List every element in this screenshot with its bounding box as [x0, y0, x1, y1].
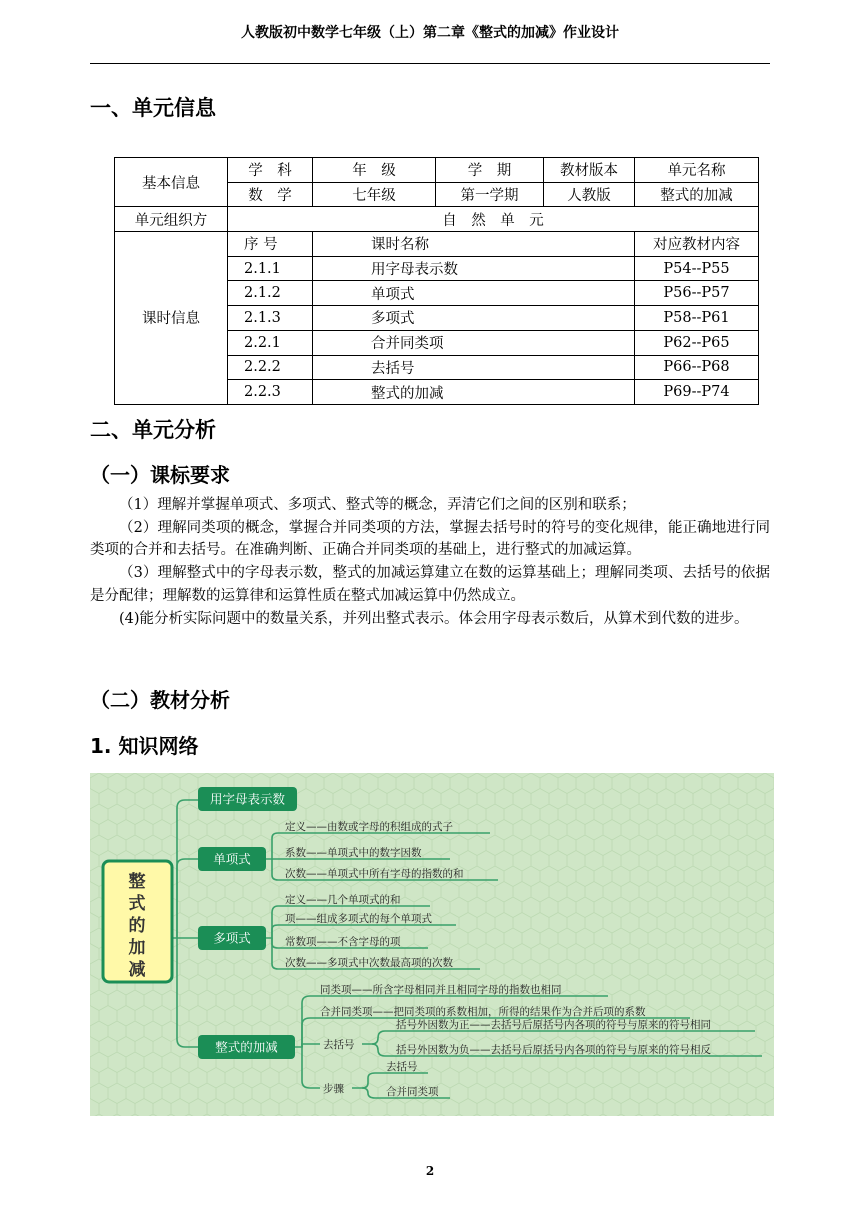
- lesson-header-no: 序 号: [228, 232, 313, 257]
- requirement-item: （1）理解并掌握单项式、多项式、整式等的概念，弄清它们之间的区别和联系；: [119, 497, 636, 513]
- leaf-label: 合并同类项——把同类项的系数相加，所得的结果作为合并后项的系数: [320, 1006, 646, 1018]
- table-row: [115, 158, 759, 183]
- leaf-label: 次数——多项式中次数最高项的次数: [285, 957, 453, 969]
- value-cell: 人教版: [544, 182, 635, 207]
- requirement-item: （2）理解同类项的概念，掌握合并同类项的方法，掌握去括号时的符号的变化规律，能正确地进行同类项的合并和去括号。在准确判断、正确合并同类项的基础上，进行整式的加减运算。: [90, 519, 770, 559]
- branch-label: 用字母表示数: [209, 791, 286, 807]
- lesson-name: 用字母表示数: [313, 256, 635, 281]
- lesson-name: 整式的加减: [313, 380, 635, 405]
- lesson-no: 2.1.3: [228, 306, 313, 331]
- requirement-item: (4)能分析实际问题中的数量关系，并列出整式表示。体会用字母表示数后，从算术到代数的进步。: [119, 610, 749, 627]
- section-title-unit-info: 一、单元信息: [90, 96, 216, 120]
- value-cell: 七年级: [313, 182, 436, 207]
- org-value: 自 然 单 元: [228, 207, 759, 232]
- value-cell: 数 学: [228, 182, 313, 207]
- value-cell: 整式的加减: [635, 182, 759, 207]
- leaf-label: 次数——单项式中所有字母的指数的和: [285, 868, 464, 880]
- lesson-name: 合并同类项: [313, 330, 635, 355]
- requirement-item: （3）理解整式中的字母表示数，整式的加减运算建立在数的运算基础上；理解同类项、去括号的依据是分配律；理解数的运算律和运算性质在整式加减运算中仍然成立。: [90, 565, 770, 604]
- lesson-pages: P69--P74: [635, 380, 759, 405]
- branch-label: 单项式: [213, 851, 251, 867]
- lesson-name: 单项式: [313, 281, 635, 306]
- lesson-pages: P58--P61: [635, 306, 759, 331]
- branch-label: 整式的加减: [215, 1039, 278, 1055]
- sub-branch-label: 步骤: [323, 1083, 344, 1095]
- lesson-name: 去括号: [313, 355, 635, 380]
- leaf-label: 常数项——不含字母的项: [285, 936, 401, 948]
- header-cell: 学 科: [228, 158, 313, 183]
- subsection-title-curriculum: （一）课标要求: [90, 463, 230, 487]
- page-number: 2: [425, 1164, 435, 1178]
- basic-info-label: 基本信息: [115, 158, 228, 207]
- lesson-pages: P56--P57: [635, 281, 759, 306]
- table-row: [115, 232, 759, 257]
- branch-label: 多项式: [213, 930, 251, 946]
- lesson-name: 多项式: [313, 306, 635, 331]
- leaf-label: 定义——几个单项式的和: [285, 894, 401, 906]
- root-char: 式: [128, 894, 146, 914]
- knowledge-mindmap: [90, 773, 774, 1116]
- lesson-pages: P62--P65: [635, 330, 759, 355]
- header-cell: 单元名称: [635, 158, 759, 183]
- lesson-no: 2.2.1: [228, 330, 313, 355]
- header-cell: 学 期: [436, 158, 544, 183]
- root-char: 的: [128, 916, 146, 936]
- leaf-label: 去括号: [386, 1061, 418, 1073]
- lesson-no: 2.1.2: [228, 281, 313, 306]
- leaf-label: 同类项——所含字母相同并且相同字母的指数也相同: [320, 984, 562, 996]
- lesson-no: 2.2.3: [228, 380, 313, 405]
- leaf-label: 定义——由数或字母的积组成的式子: [285, 821, 453, 833]
- leaf-label: 项——组成多项式的每个单项式: [285, 913, 432, 925]
- table-row: [115, 207, 759, 232]
- sub-branch-label: 去括号: [323, 1039, 355, 1051]
- leaf-label: 合并同类项: [386, 1086, 439, 1098]
- page-header: 人教版初中数学七年级（上）第二章《整式的加减》作业设计: [241, 25, 619, 41]
- header-cell: 年 级: [313, 158, 436, 183]
- unit-info-table: [114, 157, 759, 405]
- header-rule: [90, 63, 770, 64]
- root-char: 减: [128, 960, 146, 980]
- org-label: 单元组织方: [115, 207, 228, 232]
- requirements-body: [90, 494, 770, 630]
- leaf-label: 括号外因数为负——去括号后原括号内各项的符号与原来的符号相反: [396, 1044, 711, 1056]
- value-cell: 第一学期: [436, 182, 544, 207]
- section-title-unit-analysis: 二、单元分析: [90, 418, 216, 442]
- leaf-label: 括号外因数为正——去括号后原括号内各项的符号与原来的符号相同: [396, 1019, 711, 1031]
- lesson-header-pages: 对应教材内容: [635, 232, 759, 257]
- lesson-pages: P66--P68: [635, 355, 759, 380]
- lesson-no: 2.2.2: [228, 355, 313, 380]
- lesson-info-label: 课时信息: [115, 232, 228, 405]
- subsection-title-textbook: （二）教材分析: [90, 688, 230, 712]
- lesson-no: 2.1.1: [228, 256, 313, 281]
- leaf-label: 系数——单项式中的数字因数: [285, 847, 422, 859]
- knowledge-network-title: 1. 知识网络: [90, 734, 199, 758]
- lesson-pages: P54--P55: [635, 256, 759, 281]
- root-char: 整: [128, 872, 146, 892]
- lesson-header-name: 课时名称: [313, 232, 635, 257]
- root-char: 加: [128, 938, 146, 958]
- header-cell: 教材版本: [544, 158, 635, 183]
